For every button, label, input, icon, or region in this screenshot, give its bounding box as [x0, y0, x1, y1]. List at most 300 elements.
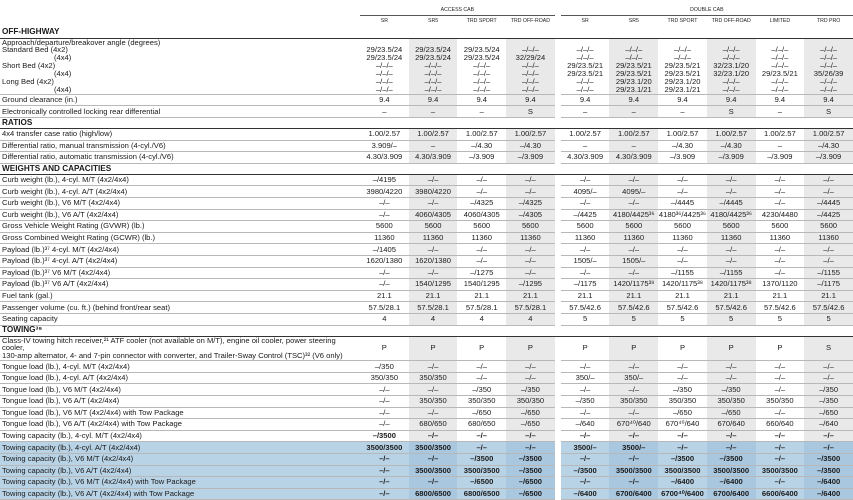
- spec-label: Tongue load (lb.), 4-cyl. M/T (4x2/4x4): [0, 361, 360, 373]
- spec-value: –/–: [409, 407, 458, 419]
- spec-row: [0, 302, 853, 314]
- section-rule: [609, 163, 658, 174]
- column-header-double: TRD PRO: [816, 18, 841, 25]
- spec-value: –/–: [804, 174, 853, 186]
- spec-label: Towing capacity (lb.), 4-cyl. M/T (4x2/4x4): [0, 430, 360, 442]
- spec-value: –/–: [658, 430, 707, 442]
- spec-value: –/–: [609, 198, 658, 210]
- spec-label-line: (4x4): [54, 53, 72, 63]
- spec-value: –/–: [360, 267, 409, 279]
- spec-value: –/3.909: [756, 152, 805, 164]
- spec-row: [0, 396, 853, 408]
- group-double-cab: DOUBLE CAB: [561, 0, 853, 15]
- spec-label: Payload (lb.)³⁷ 4-cyl. M/T (4x2/4x4): [0, 244, 360, 256]
- spec-value: 3500/–: [561, 442, 610, 454]
- spec-row: [0, 407, 853, 419]
- spec-value: 4230/4480: [756, 209, 805, 221]
- spec-value: –/–: [457, 174, 506, 186]
- spec-value: 660/640: [756, 419, 805, 431]
- section-rule: [609, 27, 658, 38]
- spec-value: –/350: [804, 396, 853, 408]
- spec-value: –/6500: [457, 477, 506, 489]
- spec-value: 3980/4220: [360, 186, 409, 198]
- spec-value: 3500/3500: [457, 465, 506, 477]
- spec-label: Differential ratio, automatic transmission (4-cyl./V6): [0, 152, 360, 164]
- spec-value: –/350: [561, 396, 610, 408]
- section-rule: [561, 325, 610, 336]
- spec-value: 4.30/3.909: [409, 152, 458, 164]
- spec-row: [0, 38, 853, 94]
- spec-value: 5600: [804, 221, 853, 233]
- spec-value: –/–: [561, 454, 610, 466]
- spec-value: –/–: [707, 186, 756, 198]
- spec-label: Seating capacity: [0, 313, 360, 325]
- spec-value: 1540/1295: [457, 279, 506, 291]
- spec-value: 1.00/2.57: [360, 129, 409, 141]
- spec-label: Fuel tank (gal.): [0, 290, 360, 302]
- spec-value: 11360: [457, 232, 506, 244]
- spec-value: 670/640: [707, 419, 756, 431]
- spec-value: 4180³⁶/4425³⁶: [658, 209, 707, 219]
- spec-value: 6700⁴⁰/6400: [658, 488, 707, 500]
- spec-value: 11360: [707, 232, 756, 244]
- spec-value: 5: [804, 313, 853, 325]
- spec-value: 1505/–: [561, 255, 610, 267]
- spec-label: Tongue load (lb.), V6 A/T (4x2/4x4): [0, 396, 360, 408]
- spec-value: –/6400: [707, 477, 756, 489]
- section-rule: [457, 325, 506, 336]
- spec-value: –/4.30: [707, 140, 756, 152]
- spec-value: 680/650: [457, 419, 506, 431]
- spec-value: 6700/6400: [707, 488, 756, 500]
- spec-row: [0, 384, 853, 396]
- spec-value: 350/350: [756, 396, 805, 408]
- spec-row: [0, 198, 853, 210]
- spec-value: 57.5/28.1: [457, 302, 506, 314]
- spec-value: –: [756, 106, 805, 118]
- spec-value: 21.1: [707, 290, 756, 302]
- spec-value: –/350: [457, 384, 506, 396]
- section-rule: [804, 118, 853, 129]
- spec-row: [0, 279, 853, 291]
- spec-value: –/–: [360, 279, 409, 291]
- spec-row: [0, 244, 853, 256]
- spec-value: –/–: [561, 407, 610, 419]
- spec-label: Payload (lb.)³⁷ 4-cyl. A/T (4x2/4x4): [0, 255, 360, 267]
- spec-value: –/–: [609, 244, 658, 256]
- spec-row: [0, 221, 853, 233]
- spec-value: –: [409, 106, 458, 118]
- spec-value: –: [609, 140, 658, 152]
- spec-label: Ground clearance (in.): [0, 94, 360, 106]
- spec-label-line: (4x4): [54, 84, 72, 94]
- spec-value: –/3.909: [658, 152, 707, 164]
- spec-value: 350/–: [609, 372, 658, 384]
- spec-value: 4095/–: [609, 186, 658, 198]
- spec-value: –/–/– –/–/– –/–/– 35/26/39 –/–/– –/–/–: [804, 38, 853, 94]
- spec-value: –/3500: [506, 465, 555, 477]
- spec-value: –/–: [561, 361, 610, 373]
- section-rule: [609, 325, 658, 336]
- column-header-double: TRD OFF-ROAD: [711, 18, 751, 25]
- spec-value: –/3500: [360, 430, 409, 442]
- spec-row: [0, 477, 853, 489]
- spec-value: 1620/1380: [360, 255, 409, 267]
- spec-value: –/–: [506, 361, 555, 373]
- spec-value: –/3.909: [506, 152, 555, 164]
- spec-value: –: [457, 106, 506, 118]
- spec-value: 21.1: [561, 290, 610, 302]
- spec-value: –/–: [360, 198, 409, 210]
- column-header-double: LIMITED: [769, 18, 791, 25]
- spec-value: –/–: [609, 174, 658, 186]
- spec-value: –/–: [756, 372, 805, 384]
- spec-value: S: [506, 106, 555, 118]
- spec-label: Towing capacity (lb.), V6 A/T (4x2/4x4): [0, 465, 360, 477]
- spec-value: –/4305: [506, 209, 555, 221]
- section-rule: [756, 163, 805, 174]
- section-header: [0, 118, 853, 129]
- spec-value: 4095/–: [561, 186, 610, 198]
- spec-value: 5600: [409, 221, 458, 233]
- spec-value: –/–: [756, 407, 805, 419]
- spec-value: –/–: [457, 361, 506, 373]
- spec-value: P: [561, 336, 610, 361]
- spec-value: –/–: [561, 244, 610, 256]
- spec-value: 5600: [756, 221, 805, 233]
- spec-value: –/6500: [506, 488, 555, 500]
- column-header-access: SR: [380, 18, 388, 25]
- spec-value: –/650: [804, 407, 853, 419]
- spec-value: 21.1: [457, 290, 506, 302]
- spec-value: –/–/– –/–/– 29/23.5/21 29/23.5/21 –/–/– –/–/–: [561, 38, 610, 94]
- spec-value: –/3500: [707, 454, 756, 466]
- spec-value: –/–: [360, 209, 409, 221]
- spec-value: –/650: [707, 407, 756, 419]
- spec-value: 9.4: [561, 94, 610, 106]
- section-title: WEIGHTS AND CAPACITIES: [0, 163, 360, 174]
- spec-value: –/–: [756, 384, 805, 396]
- spec-value: 5: [561, 313, 610, 325]
- section-rule: [804, 325, 853, 336]
- spec-value: 29/23.5/24 29/23.5/24 –/–/– –/–/– –/–/– –/–/–: [409, 38, 458, 94]
- spec-value: –/–: [409, 244, 458, 256]
- spec-value: –/–: [360, 477, 409, 489]
- spec-value: –/–: [756, 244, 805, 256]
- spec-value: 6600/6400: [756, 488, 805, 500]
- spec-value: –/–: [409, 174, 458, 186]
- spec-value: –/–: [804, 361, 853, 373]
- spec-row: [0, 232, 853, 244]
- spec-value: 670⁴⁰/640: [658, 419, 707, 431]
- section-rule: [360, 118, 409, 129]
- spec-value: –/–: [609, 454, 658, 466]
- spec-value: –/4325: [506, 198, 555, 210]
- spec-value: –/–: [409, 430, 458, 442]
- spec-value: –/3.909: [804, 152, 853, 164]
- spec-value: –/4.30: [506, 140, 555, 152]
- section-rule: [658, 325, 707, 336]
- spec-value: –/–: [609, 384, 658, 396]
- spec-value: P: [360, 336, 409, 361]
- spec-value: –/350: [658, 384, 707, 396]
- spec-value: 4: [360, 313, 409, 325]
- column-header-access: TRD OFF-ROAD: [510, 18, 551, 25]
- section-rule: [707, 118, 756, 129]
- spec-value: –/4445: [658, 198, 707, 210]
- spec-value: –/1175: [804, 279, 853, 291]
- spec-value: –/–: [360, 419, 409, 431]
- spec-value: 680/650: [409, 419, 458, 431]
- spec-value: –/–: [707, 255, 756, 267]
- spec-value: –/650: [658, 407, 707, 419]
- spec-value: –: [756, 140, 805, 152]
- spec-value: –/650: [506, 407, 555, 419]
- spec-value: P: [756, 336, 805, 361]
- spec-value: –/–: [409, 477, 458, 489]
- spec-value: –/–: [561, 430, 610, 442]
- spec-value: 4: [506, 313, 555, 325]
- spec-value: 5600: [457, 221, 506, 233]
- section-header: [0, 325, 853, 336]
- spec-value: 6800/6500: [457, 488, 506, 500]
- spec-row: [0, 419, 853, 431]
- spec-value: 57.5/42.6: [756, 302, 805, 314]
- spec-value: –/4425: [561, 209, 610, 221]
- spec-row: [0, 465, 853, 477]
- section-rule: [707, 163, 756, 174]
- spec-value: –/–: [457, 255, 506, 267]
- spec-label-line: Standard Bed (4x2): [2, 45, 68, 55]
- spec-label: Tongue load (lb.), V6 M/T (4x2/4x4) with Tow Package: [0, 407, 360, 419]
- section-header: [0, 27, 853, 38]
- spec-row: [0, 186, 853, 198]
- spec-value: –/–: [804, 186, 853, 198]
- spec-value: –/350: [506, 384, 555, 396]
- section-rule: [658, 118, 707, 129]
- spec-value: 1.00/2.57: [804, 129, 853, 141]
- spec-value: –/–: [506, 430, 555, 442]
- spec-value: –/–: [506, 174, 555, 186]
- section-rule: [409, 163, 458, 174]
- spec-value: 3500/3500: [409, 442, 458, 454]
- spec-row: [0, 267, 853, 279]
- spec-label: 4x4 transfer case ratio (high/low): [0, 129, 360, 141]
- spec-value: 11360: [561, 232, 610, 244]
- spec-value: –/–: [658, 372, 707, 384]
- spec-value: –/3500: [804, 465, 853, 477]
- spec-value: –/650: [506, 419, 555, 431]
- spec-label: Tongue load (lb.), V6 M/T (4x2/4x4): [0, 384, 360, 396]
- spec-value: –/4445: [707, 198, 756, 210]
- spec-value: 9.4: [457, 94, 506, 106]
- spec-label-line: 130-amp alternator, 4- and 7-pin connector with converter, and Trailer-Sway Control (TSC)³² (V6 only): [2, 351, 343, 361]
- spec-value: –/–: [707, 174, 756, 186]
- spec-value: 350/350: [609, 396, 658, 408]
- spec-value: 5600: [707, 221, 756, 233]
- spec-value: 29/23.5/24 29/23.5/24 –/–/– –/–/– –/–/– –/–/–: [360, 38, 409, 94]
- spec-value: –/–: [506, 267, 555, 279]
- spec-label: Curb weight (lb.), V6 A/T (4x2/4x4): [0, 209, 360, 221]
- spec-value: 3500/3500: [707, 465, 756, 477]
- section-title: TOWING³⁹: [0, 325, 360, 336]
- spec-value: –/–: [506, 442, 555, 454]
- spec-label: Differential ratio, manual transmission (4-cyl./V6): [0, 140, 360, 152]
- spec-value: 3500/3500: [409, 465, 458, 477]
- spec-value: 9.4: [804, 94, 853, 106]
- spec-value: 21.1: [609, 290, 658, 302]
- spec-value: 1.00/2.57: [506, 129, 555, 141]
- spec-value: –/–: [457, 372, 506, 384]
- spec-value: –/–: [658, 255, 707, 267]
- column-header-double: SR5: [628, 18, 639, 25]
- spec-row: [0, 106, 853, 118]
- spec-value: –/–: [658, 244, 707, 256]
- spec-value: –/1155: [804, 267, 853, 279]
- spec-value: –/–: [756, 361, 805, 373]
- spec-value: 1420/1175³⁸: [707, 279, 756, 291]
- spec-value: 57.5/42.6: [609, 302, 658, 314]
- spec-value: 3500/3500: [756, 465, 805, 477]
- spec-value: 350/350: [409, 396, 458, 408]
- spec-value: –/–: [707, 442, 756, 454]
- section-rule: [506, 118, 555, 129]
- spec-value: –/–: [561, 267, 610, 279]
- spec-value: 21.1: [804, 290, 853, 302]
- spec-value: P: [707, 336, 756, 361]
- section-rule: [360, 325, 409, 336]
- spec-value: 5: [609, 313, 658, 325]
- spec-value: –/–: [457, 442, 506, 454]
- spec-value: –/–: [756, 267, 805, 279]
- spec-row: [0, 290, 853, 302]
- spec-value: S: [804, 336, 853, 361]
- spec-label-line: (4x4): [54, 69, 72, 79]
- spec-row: [0, 174, 853, 186]
- section-rule: [756, 27, 805, 38]
- spec-value: –/–: [409, 198, 458, 210]
- spec-value: 5600: [506, 221, 555, 233]
- spec-value: –/4425: [804, 209, 853, 221]
- section-rule: [457, 27, 506, 38]
- spec-value: 21.1: [360, 290, 409, 302]
- spec-value: 11360: [360, 232, 409, 244]
- spec-value: –/1155: [658, 267, 707, 279]
- section-rule: [360, 27, 409, 38]
- spec-value: 1370/1120: [756, 279, 805, 291]
- spec-value: –/–: [360, 396, 409, 408]
- spec-label: Payload (lb.)³⁷ V6 M/T (4x2/4x4): [0, 267, 360, 279]
- spec-value: 4060/4305: [457, 209, 506, 221]
- spec-value: 11360: [804, 232, 853, 244]
- group-header-row: [0, 0, 853, 15]
- spec-value: 5: [658, 313, 707, 325]
- spec-value: –: [360, 106, 409, 118]
- section-title: RATIOS: [0, 118, 360, 129]
- spec-label: Payload (lb.)³⁷ V6 A/T (4x2/4x4): [0, 279, 360, 291]
- section-rule: [658, 163, 707, 174]
- spec-value: 350/350: [360, 372, 409, 384]
- spec-value: 5: [756, 313, 805, 325]
- spec-value: –/–: [609, 267, 658, 279]
- spec-value: 350/350: [658, 396, 707, 408]
- spec-row: [0, 454, 853, 466]
- spec-value: –/–/– –/–/– 32/23.1/20 32/23.1/20 –/–/– –/–/–: [707, 38, 756, 94]
- spec-value: –/1175: [561, 279, 610, 291]
- spec-value: 9.4: [360, 94, 409, 106]
- spec-value: –/–: [506, 372, 555, 384]
- spec-value: –/–: [756, 198, 805, 210]
- spec-value: –/–: [457, 430, 506, 442]
- spec-value: 57.5/28.1: [360, 302, 409, 314]
- spec-value: –/–: [409, 267, 458, 279]
- spec-value: 1.00/2.57: [609, 129, 658, 141]
- spec-value: 350/350: [457, 396, 506, 408]
- spec-value: –/–: [609, 407, 658, 419]
- section-rule: [658, 27, 707, 38]
- spec-label: Towing capacity (lb.), V6 M/T (4x2/4x4): [0, 454, 360, 466]
- spec-value: –/3500: [561, 465, 610, 477]
- spec-value: –/–: [804, 255, 853, 267]
- spec-value: 5600: [360, 221, 409, 233]
- spec-value: –/–: [707, 372, 756, 384]
- spec-label: Tongue load (lb.), 4-cyl. A/T (4x2/4x4): [0, 372, 360, 384]
- spec-label: Passenger volume (cu. ft.) (behind front/rear seat): [0, 302, 360, 314]
- spec-label: Curb weight (lb.), 4-cyl. A/T (4x2/4x4): [0, 186, 360, 198]
- spec-value: –/–: [457, 244, 506, 256]
- spec-value: –/–: [409, 454, 458, 466]
- spec-value: –: [561, 106, 610, 118]
- spec-value: –: [609, 106, 658, 118]
- spec-value: 350/350: [409, 372, 458, 384]
- spec-value: –/3.909: [707, 152, 756, 164]
- spec-value: 1540/1295: [409, 279, 458, 291]
- spec-value: 29/23.5/24 29/23.5/24 –/–/– –/–/– –/–/– –/–/–: [457, 38, 506, 94]
- spec-value: –/350: [360, 361, 409, 373]
- spec-value: –: [409, 140, 458, 152]
- spec-value: 21.1: [409, 290, 458, 302]
- spec-value: –/6400: [561, 488, 610, 500]
- column-header-access: TRD SPORT: [466, 18, 497, 25]
- section-header: [0, 163, 853, 174]
- spec-value: –: [561, 140, 610, 152]
- spec-value: –/–: [804, 430, 853, 442]
- spec-label: Curb weight (lb.), 4-cyl. M/T (4x2/4x4): [0, 174, 360, 186]
- spec-value: P: [658, 336, 707, 361]
- section-rule: [756, 325, 805, 336]
- spec-value: –/–: [506, 186, 555, 198]
- spec-value: –/–: [506, 244, 555, 256]
- spec-value: 4180/4425³⁶: [609, 209, 658, 221]
- spec-value: –/–: [609, 430, 658, 442]
- spec-value: –/4195: [360, 174, 409, 186]
- section-rule: [506, 27, 555, 38]
- spec-value: 5600: [561, 221, 610, 233]
- spec-value: 11360: [506, 232, 555, 244]
- spec-label: Towing capacity (lb.), V6 A/T (4x2/4x4) with Tow Package: [0, 488, 360, 500]
- spec-value: –/–: [707, 244, 756, 256]
- spec-value: –/–: [409, 361, 458, 373]
- spec-value: –/–: [457, 186, 506, 198]
- spec-value: –/350: [707, 384, 756, 396]
- spec-value: S: [804, 106, 853, 118]
- spec-value: –/–: [756, 186, 805, 198]
- spec-row: [0, 152, 853, 164]
- spec-value: 1.00/2.57: [409, 129, 458, 141]
- spec-value: 57.5/28.1: [409, 302, 458, 314]
- spec-value: 6800/6500: [409, 488, 458, 500]
- spec-value: –/6400: [658, 477, 707, 489]
